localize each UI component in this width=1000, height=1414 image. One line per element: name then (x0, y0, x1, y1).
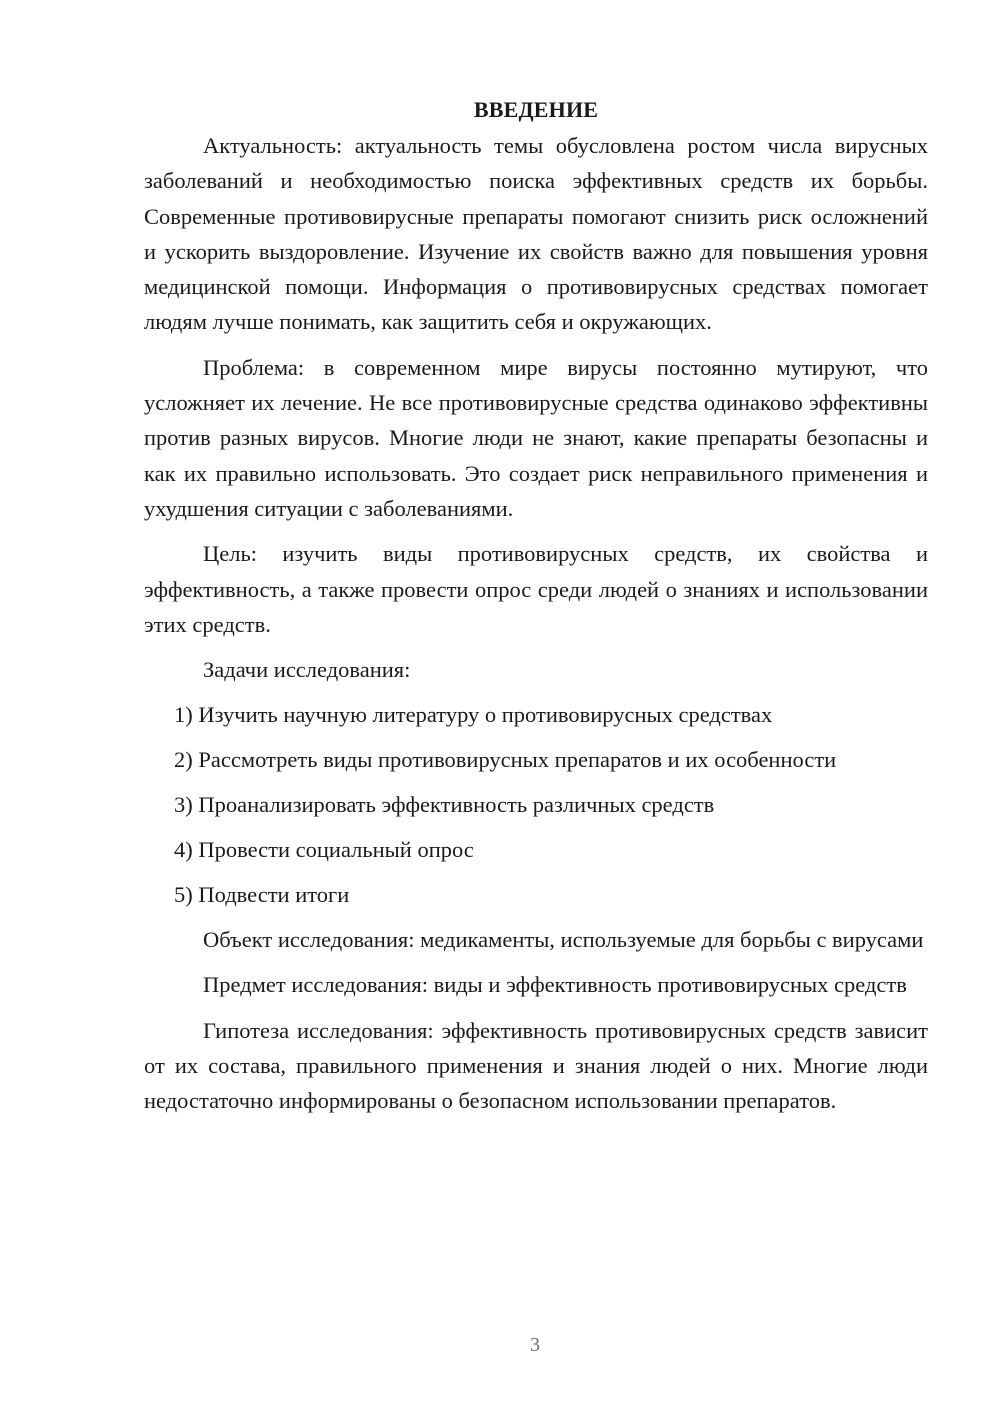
goal-paragraph: Цель: изучить виды противовирусных средств, их свойства и эффективность, а также провести опрос среди людей о знаниях и использовании этих средств. (144, 541, 928, 637)
problem-paragraph: Проблема: в современном мире вирусы постоянно мутируют, что усложняет их лечение. Не все противовирусные средства одинаково эффективны против разных вирусов. Многие люди не знают, какие препараты безопасны и как их правильно использовать. Это создает риск неправильного применения и ухудшения ситуации с заболеваниями. (144, 354, 928, 521)
hypothesis-text-end: использовании препаратов. (574, 1088, 837, 1114)
object-paragraph: Объект исследования: медикаменты, используемые для борьбы с вирусами (203, 927, 924, 953)
task-item: 2) Рассмотреть виды противовирусных препаратов и их особенности (174, 747, 837, 773)
relevance-paragraph: Актуальность: актуальность темы обусловлена ростом числа вирусных заболеваний и необходимостью поиска эффективных средств их борьбы. Современные противовирусные препараты помогают снизить риск осложнений и ускорить выздоровление. Изучение их свойств важно для повышения уровня медицинской помощи. Информация о противовирусных средствах помогает людям лучше понимать, как защитить себя и окружающих. (144, 133, 928, 335)
tasks-title: Задачи исследования: (203, 657, 411, 683)
hypothesis-text: Гипотеза исследования: эффективность противовирусных средств зависит от их состава, правильного применения и знания людей о них. Многие люди недостаточно информированы о безопасном (144, 1017, 928, 1114)
section-heading: ВВЕДЕНИЕ (473, 97, 599, 122)
task-item: 3) Проанализировать эффективность различных средств (174, 792, 715, 818)
task-item: 4) Провести социальный опрос (174, 837, 474, 863)
subject-paragraph: Предмет исследования: виды и эффективность противовирусных средств (203, 972, 907, 998)
document-page (144, 92, 928, 1119)
hypothesis-paragraph (144, 1013, 928, 1119)
task-item: 1) Изучить научную литературу о противовирусных средствах (174, 702, 773, 728)
task-item: 5) Подвести итоги (174, 882, 350, 908)
tasks-list (144, 697, 928, 912)
page-number: 3 (530, 1334, 540, 1356)
